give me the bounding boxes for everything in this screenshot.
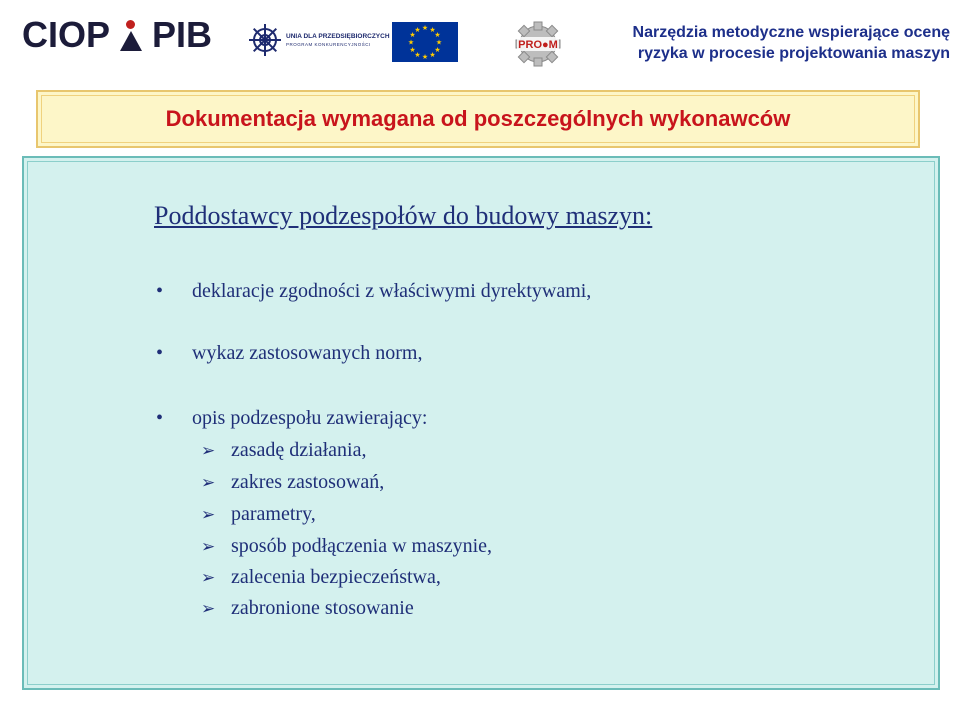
header-title-line2: ryzyka w procesie projektowania maszyn	[637, 45, 950, 62]
svg-text:★: ★	[414, 51, 421, 59]
header-title-line1: Narzędzia metodyczne wspierające ocenę	[632, 24, 950, 41]
svg-text:★: ★	[414, 26, 421, 34]
prom-logo-text: PRO●M	[518, 39, 558, 51]
arrow-bullet-icon: ➢	[201, 568, 216, 588]
subheading: Poddostawcy podzespołów do budowy maszyn:	[154, 201, 653, 230]
sub-bullet-item: ➢ zakres zastosowań,	[201, 471, 385, 493]
arrow-bullet-icon: ➢	[201, 473, 216, 493]
unia-logo-line1: UNIA DLA PRZEDSIĘBIORCZYCH	[286, 33, 390, 40]
sub-bullet-item: ➢ zasadę działania,	[201, 439, 367, 461]
sub-bullet-item: ➢ sposób podłączenia w maszynie,	[201, 535, 493, 557]
sub-bullet-item: ➢ zalecenia bezpieczeństwa,	[201, 566, 441, 588]
svg-text:★: ★	[435, 38, 443, 47]
arrow-bullet-icon: ➢	[201, 505, 216, 525]
svg-text:★: ★	[429, 51, 436, 59]
slide-title: Dokumentacja wymagana od poszczególnych wykonawców	[165, 106, 791, 131]
sub-bullet-item: ➢ zabronione stosowanie	[201, 597, 414, 619]
sub-bullet-item: ➢ parametry,	[201, 503, 316, 525]
svg-text:★: ★	[409, 31, 416, 39]
bullet-item: • deklaracje zgodności z właściwymi dyrektywami,	[156, 280, 592, 302]
bullet-item: • opis podzespołu zawierający:	[156, 407, 428, 429]
unia-logo-line2: PROGRAM KONKURENCYJNOŚCI	[286, 42, 371, 47]
svg-text:★: ★	[409, 46, 416, 54]
bullet-dot-icon: •	[156, 342, 164, 364]
arrow-bullet-icon: ➢	[201, 441, 216, 461]
svg-text:★: ★	[407, 38, 415, 47]
svg-text:★: ★	[434, 31, 441, 39]
svg-text:★: ★	[421, 24, 429, 32]
arrow-bullet-icon: ➢	[201, 599, 216, 619]
ciop-pib-logo: CIOP PIB	[22, 14, 213, 55]
svg-text:★: ★	[429, 26, 436, 34]
arrow-bullet-icon: ➢	[201, 537, 216, 557]
bullet-dot-icon: •	[156, 407, 164, 429]
svg-text:★: ★	[434, 46, 441, 54]
bullet-dot-icon: •	[156, 280, 164, 302]
bullet-item: • wykaz zastosowanych norm,	[156, 342, 423, 364]
svg-text:★: ★	[421, 53, 429, 61]
